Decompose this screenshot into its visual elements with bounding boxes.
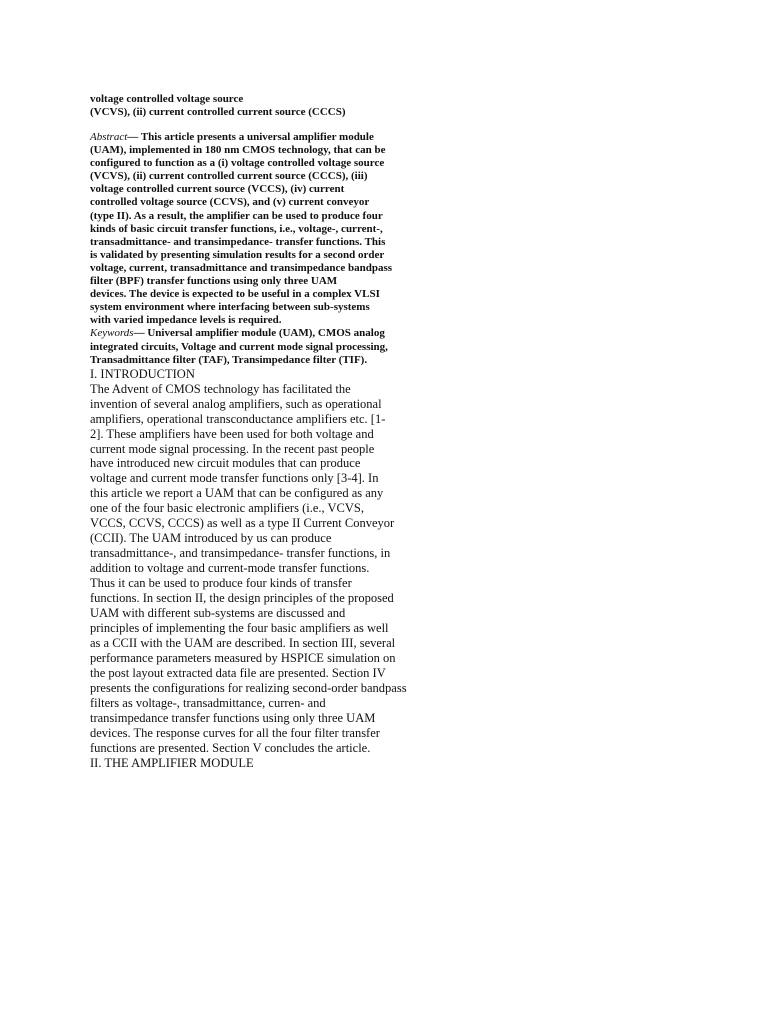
abstract-line: kinds of basic circuit transfer functions, i.e., voltage-, current-,: [90, 222, 383, 235]
introduction-body: [90, 382, 420, 756]
keywords-label: Keywords: [90, 327, 134, 340]
abstract-line: (type II). As a result, the amplifier can be used to produce four: [90, 209, 383, 222]
body-line: filters as voltage-, transadmittance, curren- and: [90, 695, 326, 710]
section-heading-amplifier-module: II. THE AMPLIFIER MODULE: [90, 755, 254, 770]
body-line: functions. In section II, the design principles of the proposed: [90, 591, 394, 606]
body-line: one of the four basic electronic amplifiers (i.e., VCVS,: [90, 501, 364, 516]
section-heading-introduction: I. INTRODUCTION: [90, 366, 195, 381]
body-line: this article we report a UAM that can be configured as any: [90, 486, 384, 501]
body-line: addition to voltage and current-mode transfer functions.: [90, 561, 370, 576]
body-line: functions are presented. Section V concludes the article.: [90, 740, 371, 755]
body-line: transimpedance transfer functions using only three UAM: [90, 710, 376, 725]
body-line: as a CCII with the UAM are described. In section III, several: [90, 635, 396, 650]
abstract-line: is validated by presenting simulation results for a second order: [90, 248, 385, 261]
body-line: amplifiers, operational transconductance amplifiers etc. [1-: [90, 411, 386, 426]
abstract-line: (VCVS), (ii) current controlled current source (CCCS), (iii): [90, 170, 368, 183]
abstract-line: (UAM), implemented in 180 nm CMOS technology, that can be: [90, 144, 386, 157]
abstract-line: configured to function as a (i) voltage controlled voltage source: [90, 157, 385, 170]
abstract-label: Abstract: [90, 131, 128, 143]
body-line: UAM with different sub-systems are discussed and: [90, 605, 346, 620]
text-column: [90, 93, 420, 771]
body-line: transadmittance-, and transimpedance- transfer functions, in: [90, 546, 391, 561]
body-line: the post layout extracted data file are presented. Section IV: [90, 665, 386, 680]
abstract-line: filter (BPF) transfer functions using only three UAM: [90, 275, 338, 288]
body-line: The Advent of CMOS technology has facilitated the: [90, 381, 351, 396]
abstract-line: controlled voltage source (CCVS), and (v) current conveyor: [90, 196, 370, 209]
body-line: voltage and current mode transfer functions only [3-4]. In: [90, 471, 379, 486]
body-line: presents the configurations for realizing second-order bandpass: [90, 680, 407, 695]
abstract-line: with varied impedance levels is required.: [90, 314, 282, 327]
body-line: (CCII). The UAM introduced by us can produce: [90, 531, 332, 546]
body-line: VCCS, CCVS, CCCS) as well as a type II Current Conveyor: [90, 516, 395, 531]
body-line: current mode signal processing. In the recent past people: [90, 441, 375, 456]
keywords: [90, 327, 420, 366]
keywords-line: integrated circuits, Voltage and current mode signal processing,: [90, 340, 388, 353]
abstract: [90, 131, 420, 327]
body-line: 2]. These amplifiers have been used for both voltage and: [90, 426, 374, 441]
body-line: Thus it can be used to produce four kinds of transfer: [90, 576, 352, 591]
body-line: invention of several analog amplifiers, such as operational: [90, 396, 382, 411]
abstract-line: devices. The device is expected to be useful in a complex VLSI: [90, 288, 380, 301]
body-line: have introduced new circuit modules that can produce: [90, 456, 361, 471]
keywords-line: Transadmittance filter (TAF), Transimpedance filter (TIF).: [90, 353, 368, 366]
body-line: performance parameters measured by HSPICE simulation on: [90, 650, 396, 665]
abstract-line: Abstract— This article presents a universal amplifier module: [90, 131, 374, 143]
header-line: (VCVS), (ii) current controlled current source (CCCS): [90, 106, 346, 118]
abstract-line: voltage, current, transadmittance and transimpedance bandpass: [90, 261, 393, 274]
header-fragment: [90, 93, 420, 119]
abstract-line: voltage controlled current source (VCCS), (iv) current: [90, 183, 345, 196]
keywords-line: Keywords— Universal amplifier module (UAM), CMOS analog: [90, 327, 385, 340]
abstract-line: system environment where interfacing between sub-systems: [90, 301, 370, 314]
abstract-line: transadmittance- and transimpedance- transfer functions. This: [90, 235, 386, 248]
header-line: voltage controlled voltage source: [90, 93, 244, 105]
body-line: devices. The response curves for all the four filter transfer: [90, 725, 380, 740]
body-line: principles of implementing the four basic amplifiers as well: [90, 620, 389, 635]
